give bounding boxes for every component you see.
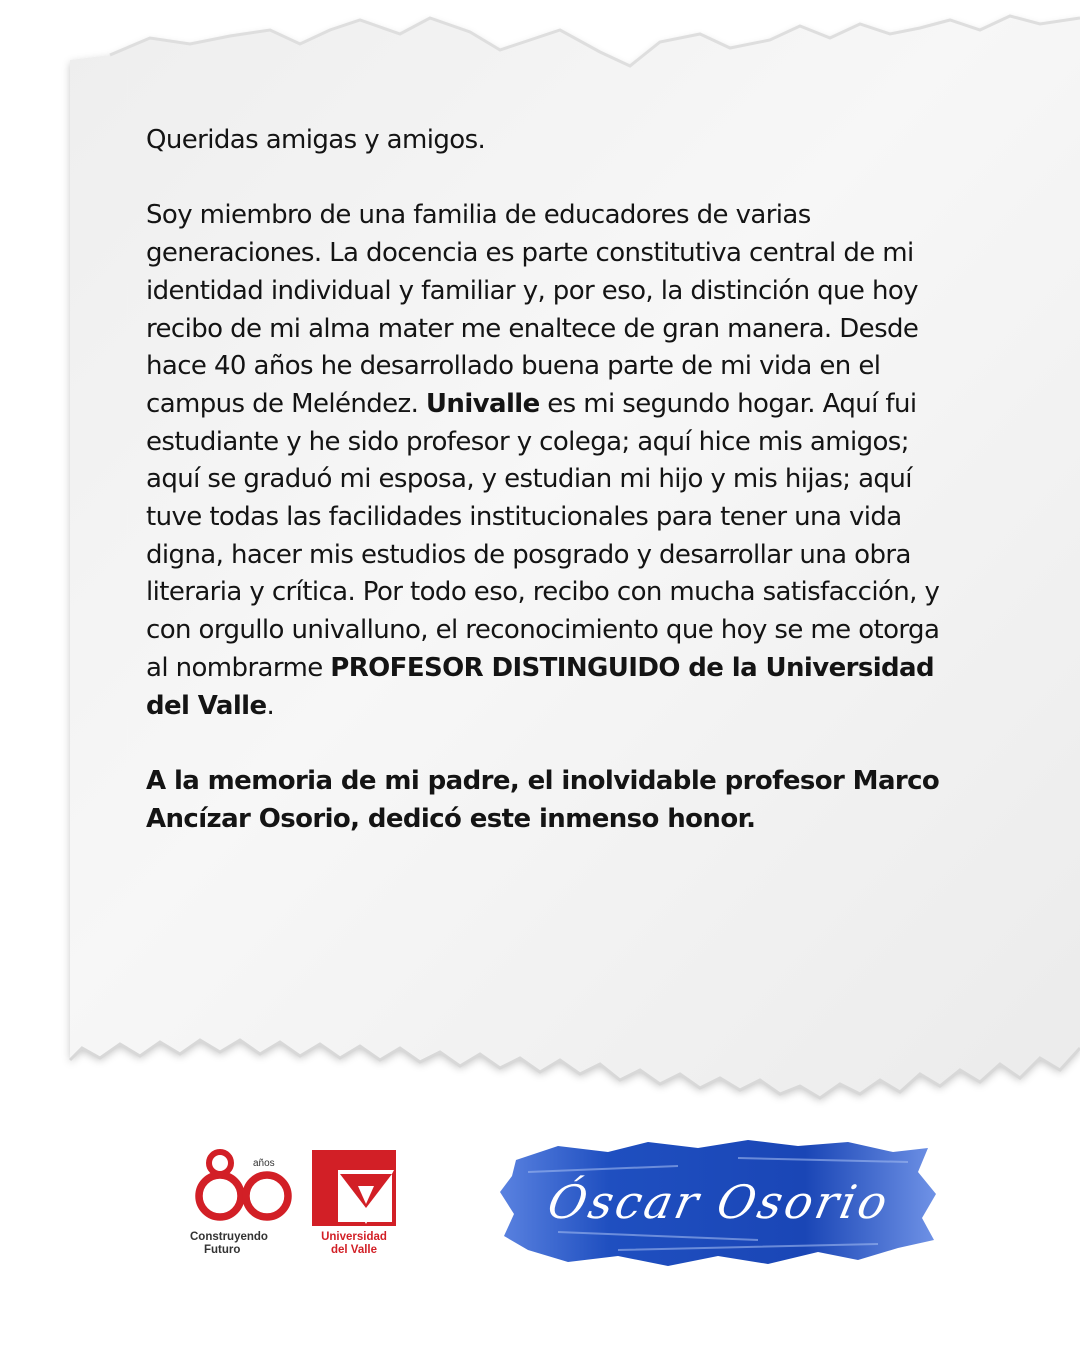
univalle-emphasis: Univalle — [425, 388, 540, 419]
letter-text-part-1: Soy miembro de una familia de educadores de varias generaciones. La docencia es parte constitutiva central de mi identidad individual y familiar y, por eso, la distinción que hoy recibo de mi alma mater me enaltece de gran manera. Desde hace 40 años he desarrollado buena parte de mi vida en el campus de Meléndez. — [146, 200, 919, 419]
dedication-text: A la memoria de mi padre, el inolvidable profesor Marco Ancízar Osorio, dedicó este inmenso honor. — [146, 765, 940, 834]
anniversary-suffix: años — [253, 1158, 275, 1169]
university-name-line-2: del Valle — [330, 1244, 378, 1256]
anniversary-slogan-line-2: Futuro — [204, 1244, 241, 1256]
signature-block — [498, 1132, 938, 1272]
letter-dedication — [146, 763, 946, 838]
anniversary-80-logo — [190, 1152, 288, 1256]
letter-end-period: . — [266, 690, 275, 721]
signature-name: Óscar Osorio — [543, 1175, 895, 1229]
letter-paragraph — [146, 197, 946, 725]
eight-bottom-ring — [199, 1175, 241, 1217]
univalle-logo — [314, 1152, 394, 1256]
letter-body — [146, 122, 946, 838]
logos-group — [190, 1146, 410, 1266]
eight-top-ring — [209, 1152, 231, 1174]
letter-greeting: Queridas amigas y amigos. — [146, 125, 486, 155]
distinction-emphasis: PROFESOR DISTINGUIDO de la Universidad del Valle — [146, 652, 934, 721]
zero-ring — [246, 1175, 288, 1217]
university-name-line-1: Universidad — [321, 1231, 387, 1243]
letter-text-part-2: es mi segundo hogar. Aquí fui estudiante y he sido profesor y colega; aquí hice mis amigos; aquí se graduó mi esposa, y estudian mi hijo y mis hijas; aquí tuve todas las facilidades institucionales para tener una vida digna, hacer mis estudios de posgrado y desarrollar una obra literaria y crítica. Por todo eso, recibo con mucha satisfacción, y con orgullo univalluno, el reconocimiento que hoy se me otorga al nombrarme — [146, 388, 940, 683]
anniversary-slogan-line-1: Construyendo — [190, 1231, 268, 1243]
univalle-crest-top-band — [314, 1152, 394, 1170]
